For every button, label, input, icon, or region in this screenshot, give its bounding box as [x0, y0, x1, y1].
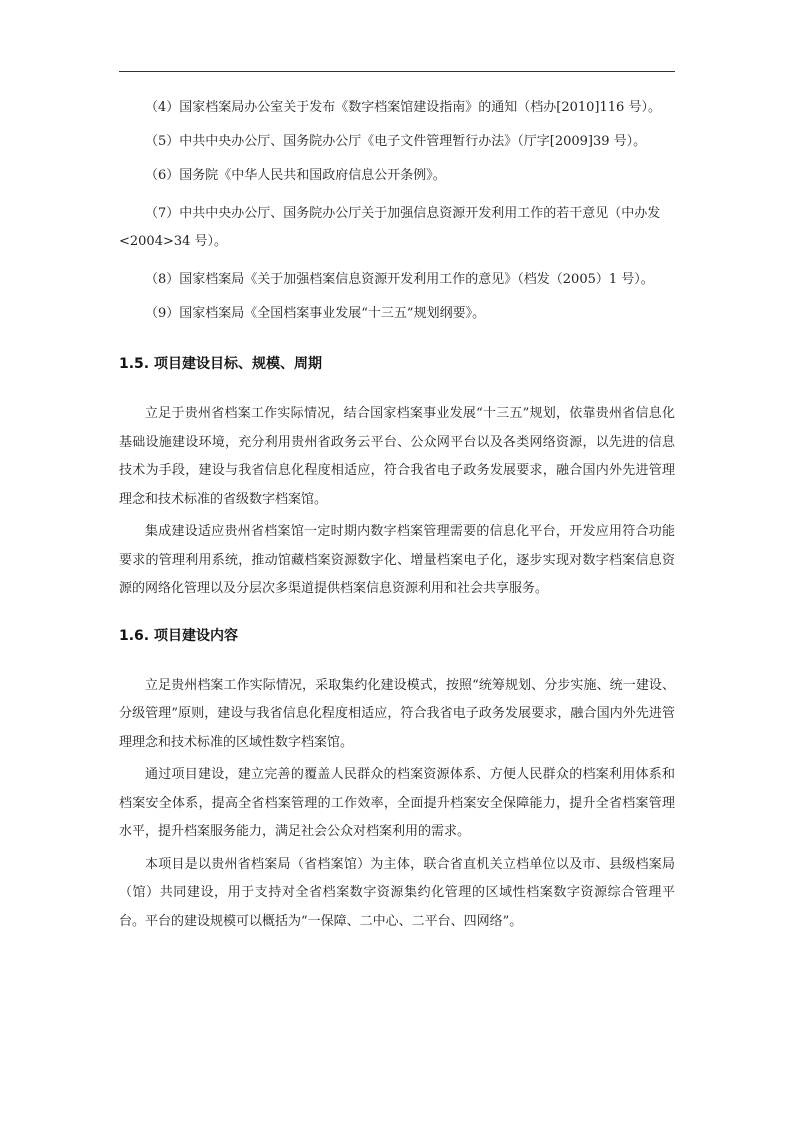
- reference-item: （4）国家档案局办公室关于发布《数字档案馆建设指南》的通知（档办[2010]116 号）。: [145, 100, 661, 115]
- reference-item: （9）国家档案局《全国档案事业发展“十三五”规划纲要》。: [145, 306, 486, 321]
- header-rule: [119, 71, 675, 72]
- reference-item: （6）国务院《中华人民共和国政府信息公开条例》。: [145, 168, 446, 183]
- reference-item: （7）中共中央办公厅、国务院办公厅关于加强信息资源开发利用工作的若干意见（中办发<2004>34 号）。: [119, 206, 661, 249]
- body-paragraph: 立足于贵州省档案工作实际情况，结合国家档案事业发展“十三五”规划，依靠贵州省信息化基础设施建设环境，充分利用贵州省政务云平台、公众网平台以及各类网络资源，以先进的信息技术为手段，建设与我省信息化程度相适应，符合我省电子政务发展要求，融合国内外先进管理理念和技术标准的省级数字档案馆。: [119, 406, 675, 507]
- reference-item: （5）中共中央办公厅、国务院办公厅《电子文件管理暂行办法》（厅字[2009]39 号）。: [145, 134, 647, 149]
- body-paragraph: 本项目是以贵州省档案局（省档案馆）为主体，联合省直机关立档单位以及市、县级档案局（馆）共同建设，用于支持对全省档案数字资源集约化管理的区域性档案数字资源综合管理平台。平台的建设规模可以概括为“一保障、二中心、二平台、四网络”。: [119, 856, 675, 929]
- section-body-1-5: [119, 400, 675, 604]
- page-content: [119, 98, 675, 936]
- body-paragraph: 集成建设适应贵州省档案馆一定时期内数字档案管理需要的信息化平台，开发应用符合功能要求的管理利用系统，推动馆藏档案资源数字化、增量档案电子化，逐步实现对数字档案信息资源的网络化管理以及分层次多渠道提供档案信息资源利用和社会共享服务。: [119, 524, 675, 596]
- body-paragraph: 立足贵州档案工作实际情况，采取集约化建设模式，按照“统筹规划、分步实施、统一建设、分级管理”原则，建设与我省信息化程度相适应，符合我省电子政务发展要求，融合国内外先进管理理念和技术标准的区域性数字档案馆。: [119, 677, 675, 750]
- section-heading-1-5: 1.5. 项目建设目标、规模、周期: [119, 356, 322, 372]
- reference-item: （8）国家档案局《关于加强档案信息资源开发利用工作的意见》（档发（2005）1 号）。: [145, 272, 654, 287]
- body-paragraph: 通过项目建设，建立完善的覆盖人民群众的档案资源体系、方便人民群众的档案利用体系和档案安全体系，提高全省档案管理的工作效率，全面提升档案安全保障能力，提升全省档案管理水平，提升档案服务能力，满足社会公众对档案利用的需求。: [119, 767, 675, 839]
- section-body-1-6: [119, 672, 675, 937]
- section-heading-1-6: 1.6. 项目建设内容: [119, 627, 238, 644]
